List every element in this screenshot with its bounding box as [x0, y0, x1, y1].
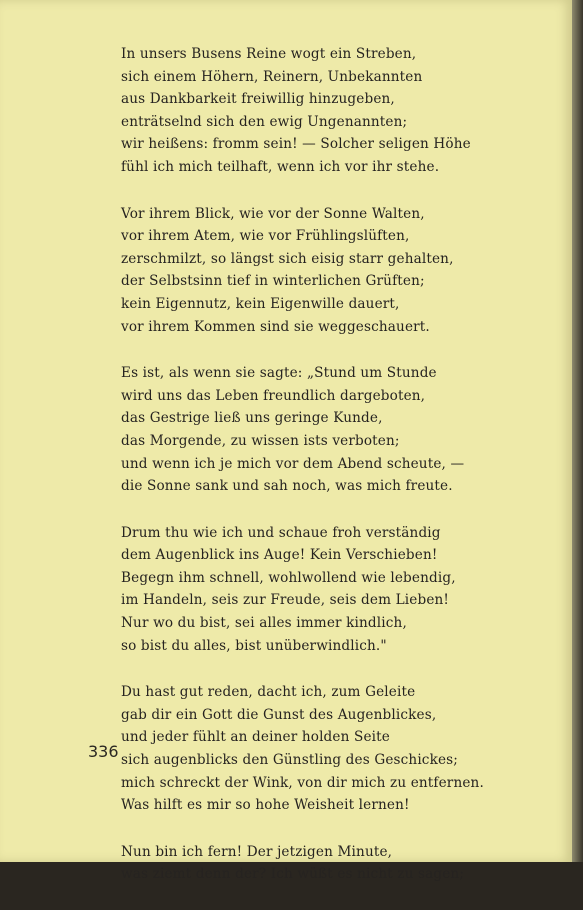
stanza	[121, 841, 561, 886]
verse-line: kein Eigennutz, kein Eigenwille dauert,	[121, 295, 400, 312]
page-number: 336	[88, 742, 119, 761]
verse-line: so bist du alles, bist unüberwindlich."	[121, 637, 387, 654]
verse-line: enträtselnd sich den ewig Ungenannten;	[121, 113, 408, 130]
verse-line: Du hast gut reden, dacht ich, zum Geleite	[121, 684, 416, 701]
verse-line: Was hilft es mir so hohe Weisheit lernen!	[121, 797, 410, 814]
verse-line: das Morgende, zu wissen ists verboten;	[121, 432, 400, 449]
verse-line: Vor ihrem Blick, wie vor der Sonne Walten,	[121, 205, 425, 222]
verse-line: Drum thu wie ich und schaue froh verständig	[121, 524, 441, 541]
verse-line: Nun bin ich fern! Der jetzigen Minute,	[121, 843, 393, 860]
stanza	[121, 522, 561, 658]
stanza	[121, 203, 561, 339]
page-edge	[572, 0, 583, 862]
verse-line: und wenn ich je mich vor dem Abend scheute, —	[121, 455, 465, 472]
verse-line: aus Dankbarkeit freiwillig hinzugeben,	[121, 91, 395, 108]
stanza	[121, 43, 561, 179]
verse-line: was ziemt denn der? Ich wüßt es nicht zu sagen;	[121, 866, 465, 883]
verse-line: dem Augenblick ins Auge! Kein Verschieben!	[121, 547, 438, 564]
poem-text	[121, 43, 561, 910]
verse-line: zerschmilzt, so längst sich eisig starr gehalten,	[121, 250, 454, 267]
stanza	[121, 681, 561, 817]
verse-line: fühl ich mich teilhaft, wenn ich vor ihr stehe.	[121, 158, 440, 175]
verse-line: In unsers Busens Reine wogt ein Streben,	[121, 46, 417, 62]
verse-line: der Selbstsinn tief in winterlichen Grüften;	[121, 273, 425, 290]
verse-line: vor ihrem Atem, wie vor Frühlingslüften,	[121, 228, 410, 245]
verse-line: sich augenblicks den Günstling des Geschickes;	[121, 752, 459, 769]
verse-line: wir heißens: fromm sein! — Solcher seligen Höhe	[121, 136, 471, 153]
verse-line: Es ist, als wenn sie sagte: „Stund um Stunde	[121, 365, 437, 382]
verse-line: im Handeln, seis zur Freude, seis dem Lieben!	[121, 592, 450, 609]
verse-line: wird uns das Leben freundlich dargeboten,	[121, 387, 426, 404]
verse-line: die Sonne sank und sah noch, was mich freute.	[121, 478, 453, 495]
verse-line: Begegn ihm schnell, wohlwollend wie lebendig,	[121, 569, 456, 586]
verse-line: vor ihrem Kommen sind sie weggeschauert.	[121, 318, 430, 335]
verse-line: und jeder fühlt an deiner holden Seite	[121, 729, 390, 746]
verse-line: das Gestrige ließ uns geringe Kunde,	[121, 410, 383, 427]
stanza	[121, 362, 561, 498]
verse-line: gab dir ein Gott die Gunst des Augenblickes,	[121, 706, 437, 723]
verse-line: Nur wo du bist, sei alles immer kindlich,	[121, 615, 407, 632]
verse-line: sich einem Höhern, Reinern, Unbekannten	[121, 68, 423, 85]
verse-line: mich schreckt der Wink, von dir mich zu entfernen.	[121, 774, 484, 791]
